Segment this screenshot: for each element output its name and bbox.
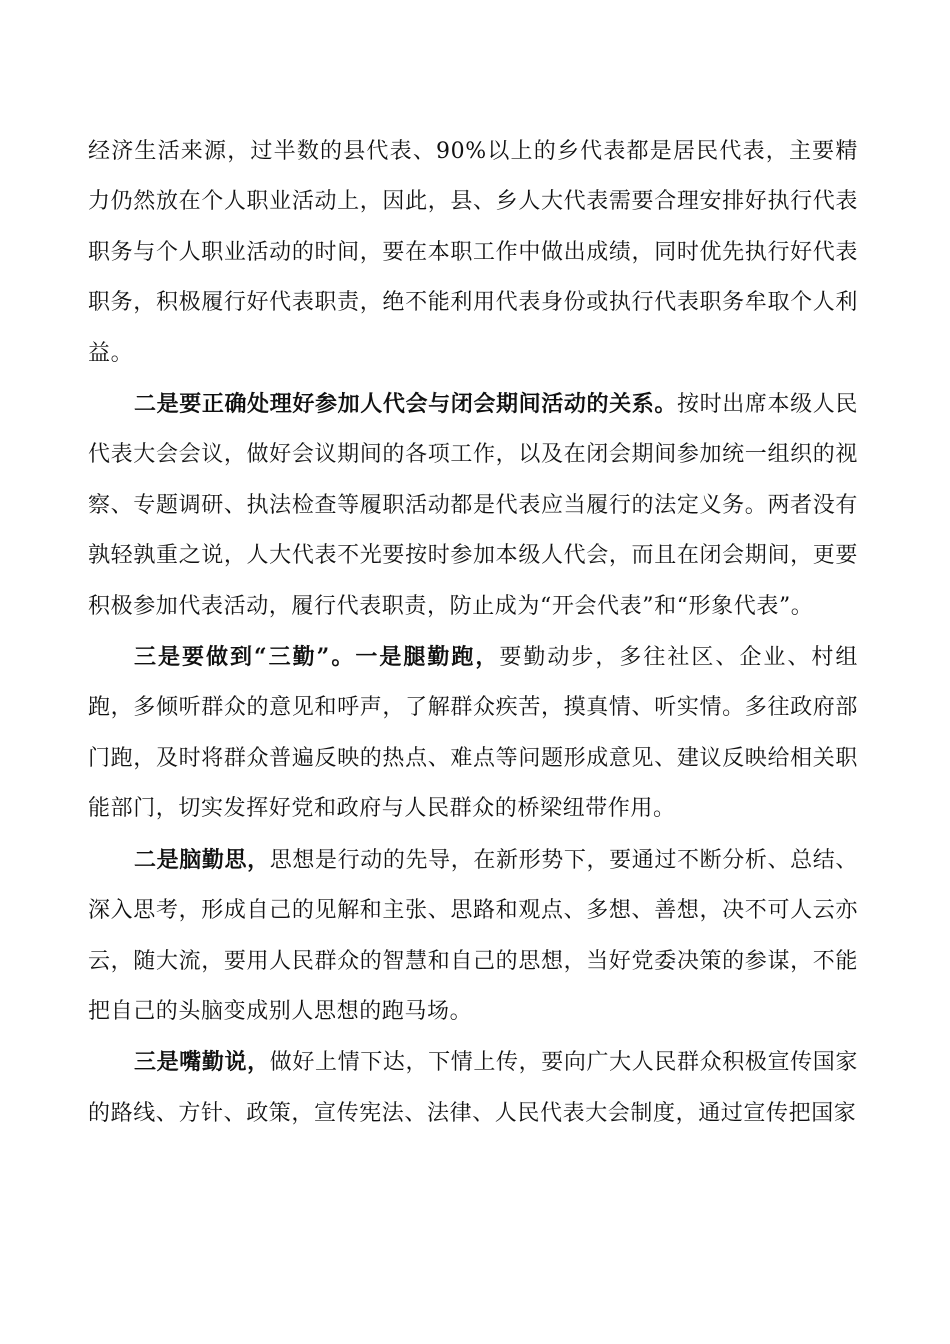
paragraph-lead: 二是要正确处理好参加人代会与闭会期间活动的关系。 <box>134 391 678 418</box>
paragraph-text: 经济生活来源，过半数的县代表、90%以上的乡代表都是居民代表，主要精力仍然放在个人职业活动上，因此，县、乡人大代表需要合理安排好执行代表职务与个人职业活动的时间，要在本职工作中做出成绩，同时优先执行好代表职务，积极履行好代表职责，绝不能利用代表身份或执行代表职务牟取个人利益。 <box>88 139 858 366</box>
paragraph-text: 按时出席本级人民代表大会会议，做好会议期间的各项工作，以及在闭会期间参加统一组织的视察、专题调研、执法检查等履职活动都是代表应当履行的法定义务。两者没有孰轻孰重之说，人大代表不光要按时参加本级人代会，而且在闭会期间，更要积极参加代表活动，履行代表职责，防止成为“开会代表”和“形象代表”。 <box>88 392 858 619</box>
paragraph-text: 做好上情下达，下情上传，要向广大人民群众积极宣传国家的路线、方针、政策，宣传宪法、法律、人民代表大会制度，通过宣传把国家 <box>88 1050 858 1126</box>
paragraph-lead: 二是脑勤思， <box>134 846 270 873</box>
paragraph-text: 要勤动步，多往社区、企业、村组跑，多倾听群众的意见和呼声，了解群众疾苦，摸真情、听实情。多往政府部门跑，及时将群众普遍反映的热点、难点等问题形成意见、建议反映给相关职能部门，切实发挥好党和政府与人民群众的桥梁纽带作用。 <box>88 645 858 822</box>
document-body <box>88 127 858 1139</box>
paragraph-5 <box>88 1037 858 1139</box>
paragraph-2 <box>88 379 858 632</box>
paragraph-text: 思想是行动的先导，在新形势下，要通过不断分析、总结、深入思考，形成自己的见解和主张、思路和观点、多想、善想，决不可人云亦云，随大流，要用人民群众的智慧和自己的思想，当好党委决策的参谋，不能把自己的头脑变成别人思想的跑马场。 <box>88 847 858 1024</box>
paragraph-lead: 三是嘴勤说， <box>134 1049 270 1076</box>
paragraph-4 <box>88 835 858 1038</box>
paragraph-3 <box>88 632 858 835</box>
paragraph-1 <box>88 127 858 379</box>
paragraph-lead: 三是要做到“三勤”。一是腿勤跑， <box>134 644 500 671</box>
